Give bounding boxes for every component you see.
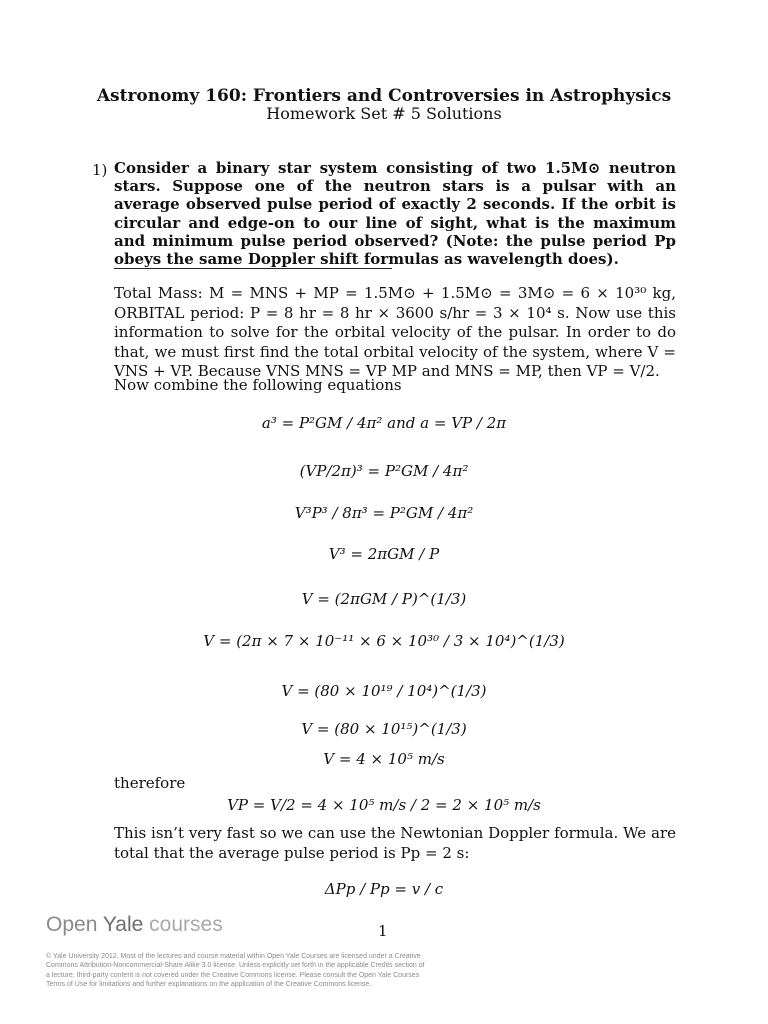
page-title: Astronomy 160: Frontiers and Controversies in Astrophysics	[96, 86, 672, 106]
equation-3: V³P³ / 8π³ = P²GM / 4π²	[294, 504, 474, 522]
question-number: 1)	[92, 161, 108, 179]
separator-rule	[114, 268, 392, 269]
equation-5: V = (2πGM / P)^(1/3)	[301, 590, 467, 608]
page-subtitle: Homework Set # 5 Solutions	[266, 104, 502, 123]
equation-2: (VP/2π)³ = P²GM / 4π²	[299, 462, 469, 480]
solution-paragraph-2: Now combine the following equations	[114, 376, 402, 394]
open-yale-courses-logo: Open Yale courses	[46, 913, 223, 936]
therefore-text: therefore	[114, 774, 186, 792]
equation-6: V = (2π × 7 × 10⁻¹¹ × 6 × 10³⁰ / 3 × 10⁴)^(1/3)	[203, 632, 565, 650]
solution-paragraph-3: This isn’t very fast so we can use the Newtonian Doppler formula. We are total that the average pulse period is Pp = 2 s:	[114, 824, 676, 862]
solution-paragraph-1: Total Mass: M = MNS + MP = 1.5M⊙ + 1.5M⊙ = 3M⊙ = 6 × 10³⁰ kg, ORBITAL period: P = 8 hr = 8 hr × 3600 s/hr = 3 × 10⁴ s. Now use this information to solve for the orbital velocity of the pulsar. In order to do that, we must first find the total orbital velocity of the system, where V = VNS + VP. Because VNS MNS = VP MP and MNS = MP, then VP = V/2.	[114, 284, 676, 380]
license-notice: © Yale University 2012. Most of the lectures and course material within Open Yale Courses are licensed under a Creative Commons Attribution-Noncommercial-Share Alike 3.0 license. Unless explicitly set forth in the applicable Credits section of a lecture, third-party content is not covered under the Creative Commons license. Please consult the Open Yale Courses Terms of Use for limitations and further explanations on the application of the Creative Commons license.	[46, 953, 425, 989]
equation-8: V = (80 × 10¹⁵)^(1/3)	[301, 720, 467, 738]
vp-equation: VP = V/2 = 4 × 10⁵ m/s / 2 = 2 × 10⁵ m/s	[227, 796, 541, 814]
question-text: Consider a binary star system consisting of two 1.5M⊙ neutron stars. Suppose one of the neutron stars is a pulsar with an average observed pulse period of exactly 2 seconds. If the orbit is circular and edge-on to our line of sight, what is the maximum and minimum pulse period observed? (Note: the pulse period Pp obeys the same Doppler shift formulas as wavelength does).	[114, 159, 676, 269]
equation-7: V = (80 × 10¹⁹ / 10⁴)^(1/3)	[281, 682, 487, 700]
doppler-equation: ΔPp / Pp = v / c	[324, 880, 444, 898]
equation-9: V = 4 × 10⁵ m/s	[323, 750, 445, 768]
equation-1: a³ = P²GM / 4π² and a = VP / 2π	[261, 414, 507, 432]
equation-4: V³ = 2πGM / P	[328, 545, 440, 563]
page-number: 1	[378, 922, 388, 940]
